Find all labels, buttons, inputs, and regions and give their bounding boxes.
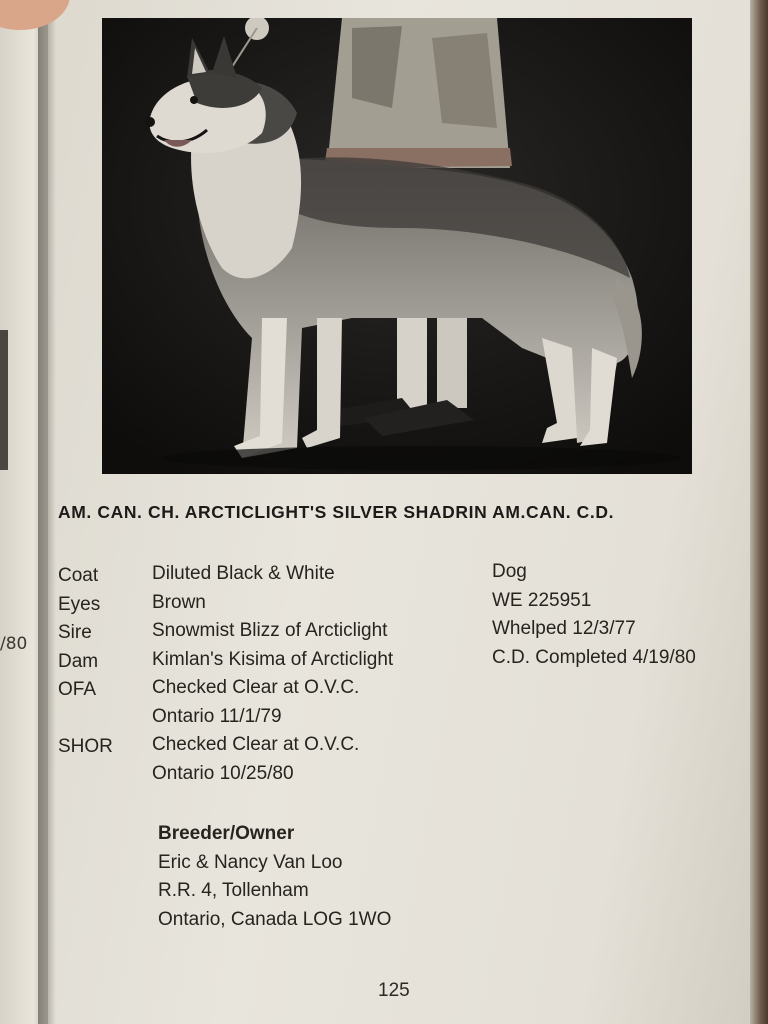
label-ofa: OFA (58, 679, 97, 700)
value-eyes: Brown (152, 591, 206, 613)
label-eyes: Eyes (58, 593, 101, 615)
value-ofa-line1: Checked Clear at O.V.C. (152, 677, 360, 698)
label-sire: Sire (58, 622, 92, 643)
page-edge (750, 0, 768, 1024)
breeder-names: Eric & Nancy Van Loo (158, 851, 343, 873)
value-registration: WE 225951 (492, 589, 592, 611)
value-sire: Snowmist Blizz of Arcticlight (152, 620, 388, 641)
label-spacer (58, 705, 148, 734)
breeder-address-line1: R.R. 4, Tollenham (158, 880, 309, 901)
detail-labels (58, 562, 148, 762)
value-ofa-line2: Ontario 11/1/79 (152, 705, 282, 727)
label-shor: SHOR (58, 736, 113, 757)
value-whelped: Whelped 12/3/77 (492, 618, 636, 639)
value-cd-completed: C.D. Completed 4/19/80 (492, 646, 696, 668)
left-page-photo-edge (0, 330, 8, 470)
dog-title: AM. CAN. CH. ARCTICLIGHT'S SILVER SHADRIN AM.CAN. C.D. (58, 502, 615, 522)
value-dam: Kimlan's Kisima of Arcticlight (152, 648, 394, 670)
label-coat: Coat (58, 565, 99, 586)
detail-values (152, 560, 482, 788)
label-dam: Dam (58, 650, 99, 672)
breeder-heading: Breeder/Owner (158, 823, 295, 844)
value-shor-line2: Ontario 10/25/80 (152, 762, 294, 784)
dog-photo (102, 18, 692, 474)
value-coat: Diluted Black & White (152, 563, 335, 584)
value-shor-line1: Checked Clear at O.V.C. (152, 734, 360, 755)
value-sex: Dog (492, 561, 527, 582)
registration-details (492, 558, 752, 672)
spine-shadow (38, 0, 56, 1024)
page-number: 125 (378, 980, 410, 1001)
breeder-address-line2: Ontario, Canada LOG 1WO (158, 908, 392, 930)
husky-illustration (102, 18, 692, 474)
left-page-text-fragment: /80 (0, 634, 28, 654)
breeder-owner-block (158, 820, 391, 934)
